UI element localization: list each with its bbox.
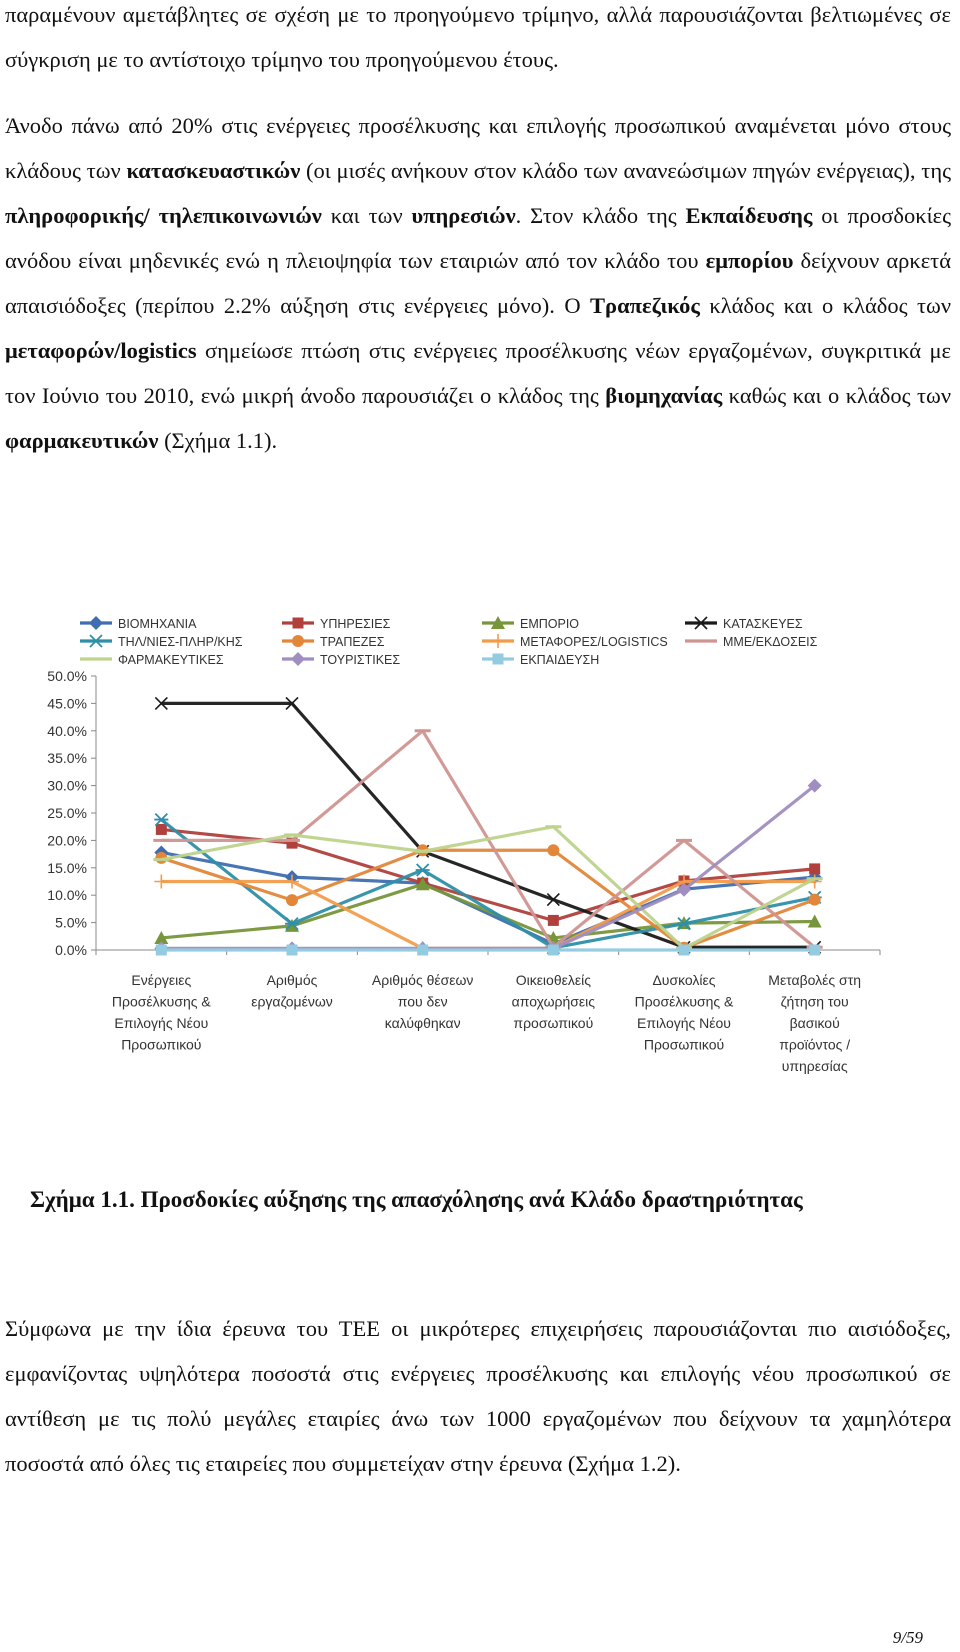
x-tick-label: Προσέλκυσης & xyxy=(634,993,734,1010)
legend-label: ΜΕΤΑΦΟΡΕΣ/LOGISTICS xyxy=(520,635,668,649)
text-run: Άνοδο πάνω από 20% στις ενέργειες προσέλκυσης και επιλογής προσωπικού αναμένεται μόνο στους κλάδους των xyxy=(5,113,951,183)
y-tick-label: 0.0% xyxy=(55,942,87,958)
x-tick-label: καλύφθηκαν xyxy=(384,1015,461,1031)
y-tick-label: 5.0% xyxy=(55,914,87,931)
text-run: καθώς και ο κλάδος των xyxy=(722,383,951,408)
bold-term: κατασκευαστικών xyxy=(126,158,301,183)
text-run: (οι μισές ανήκουν στον κλάδο των ανανεώσιμων πηγών ενέργειας), της xyxy=(300,158,951,183)
legend-marker xyxy=(491,634,505,648)
y-tick-label: 50.0% xyxy=(47,668,87,684)
paragraph-company-size xyxy=(5,1306,951,1486)
data-point xyxy=(547,844,559,856)
y-tick-label: 30.0% xyxy=(47,777,87,794)
text-run: οι προσδοκίες ανόδου είναι μηδενικές ενώ η πλειοψηφία των εταιριών από τον κλάδο του xyxy=(5,203,952,273)
x-tick-label: Αριθμός xyxy=(266,972,318,988)
x-tick-label: Οικειοθελείς xyxy=(515,972,591,988)
x-tick-label: αποχωρήσεις xyxy=(511,993,596,1010)
data-point xyxy=(809,863,820,874)
data-point xyxy=(548,945,559,956)
data-point xyxy=(156,945,167,956)
legend-label: ΥΠΗΡΕΣΙΕΣ xyxy=(320,617,391,631)
data-point xyxy=(156,824,167,835)
text-run: σημείωσε πτώση στις ενέργειες προσέλκυσης νέων εργαζομένων, συγκριτικά με τον Ιούνιο του 2010, ενώ μικρή άνοδο παρουσιάζει ο κλάδος της xyxy=(5,338,951,408)
bold-term: Τραπεζικός xyxy=(590,293,700,318)
text-run: (Σχήμα 1.1). xyxy=(158,428,278,453)
x-tick-label: Προσέλκυσης & xyxy=(111,993,211,1010)
page-number: 9/59 xyxy=(892,1628,923,1647)
y-tick-label: 20.0% xyxy=(47,832,87,849)
x-tick-label: υπηρεσίας xyxy=(781,1058,848,1074)
data-point xyxy=(286,894,298,906)
x-tick-label: Επιλογής Νέου xyxy=(637,1015,731,1031)
data-point xyxy=(154,875,168,889)
y-tick-label: 35.0% xyxy=(47,750,87,767)
y-tick-label: 45.0% xyxy=(47,695,87,712)
y-tick-label: 10.0% xyxy=(47,887,87,904)
legend-label: ΤΗΛ/ΝΙΕΣ-ΠΛΗΡ/ΚΗΣ xyxy=(118,635,243,649)
text-run: και των xyxy=(321,203,412,228)
x-tick-label: Αριθμός θέσεων xyxy=(371,972,474,988)
data-point xyxy=(809,894,821,906)
data-point xyxy=(287,945,298,956)
x-tick-label: Προσωπικού xyxy=(643,1036,725,1053)
text-run: δείχνουν αρκετά απαισιόδοξες (περίπου 2.2% αύξηση στις ενέργειες μόνο). Ο xyxy=(5,248,951,318)
bold-term: πληροφορικής/ τηλεπικοινωνιών xyxy=(5,203,322,228)
legend-label: ΤΟΥΡΙΣΤΙΚΕΣ xyxy=(320,653,401,667)
legend-marker xyxy=(89,616,103,630)
bold-term: Εκπαίδευσης xyxy=(685,203,813,228)
text-run: κλάδος και ο κλάδος των xyxy=(699,293,951,318)
legend-marker xyxy=(293,618,304,629)
legend-label: ΕΚΠΑΙΔΕΥΣΗ xyxy=(520,653,600,667)
data-point xyxy=(548,915,559,926)
x-tick-label: που δεν xyxy=(397,993,448,1010)
data-point xyxy=(679,945,690,956)
x-tick-label: Προσωπικού xyxy=(121,1036,202,1053)
x-tick-label: εργαζομένων xyxy=(251,993,333,1010)
y-tick-label: 15.0% xyxy=(47,859,87,876)
bold-term: φαρμακευτικών xyxy=(5,428,159,453)
legend-label: ΒΙΟΜΗΧΑΝΙΑ xyxy=(118,617,197,631)
legend-label: ΤΡΑΠΕΖΕΣ xyxy=(320,635,385,649)
data-point xyxy=(154,814,168,826)
x-tick-label: Δυσκολίες xyxy=(652,972,716,988)
x-tick-label: προϊόντος / xyxy=(779,1036,851,1053)
data-point xyxy=(416,864,430,876)
legend-marker xyxy=(89,635,103,647)
text-run: παραμένουν αμετάβλητες σε σχέση με το προηγούμενο τρίμηνο, αλλά παρουσιάζονται βελτιωμένες σε σύγκριση με το αντίστοιχο τρίμηνο του προηγούμενου έτους. xyxy=(5,2,951,72)
text-run: . Στον κλάδο της xyxy=(515,203,686,228)
x-tick-label: ζήτηση του xyxy=(780,993,849,1010)
x-tick-label: προσωπικού xyxy=(513,1015,594,1031)
legend-label: ΦΑΡΜΑΚΕΥΤΙΚΕΣ xyxy=(118,653,224,667)
bold-term: μεταφορών/logistics xyxy=(5,338,197,363)
text-run: Σύμφωνα με την ίδια έρευνα του ΤΕΕ οι μικρότερες επιχειρήσεις παρουσιάζονται πιο αισιόδοξες, εμφανίζοντας υψηλότερα ποσοστά στις ενέργειες προσέλκυσης και επιλογής νέου προσωπικού σε αντίθεση με τις πολύ μεγάλες εταιρίες άνω των 1000 εργαζομένων που δείχνουν τα χαμηλότερα ποσοστά από όλες τις εταιρείες που συμμετείχαν στην έρευνα (Σχήμα 1.2). xyxy=(5,1316,951,1476)
y-tick-label: 40.0% xyxy=(47,722,87,739)
legend-label: ΚΑΤΑΣΚΕΥΕΣ xyxy=(723,617,803,631)
legend-marker xyxy=(291,652,305,666)
x-tick-label: Ενέργειες xyxy=(131,972,192,988)
x-tick-label: Μεταβολές στη xyxy=(768,972,862,988)
x-tick-label: Επιλογής Νέου xyxy=(114,1015,209,1031)
data-point xyxy=(417,945,428,956)
legend-marker xyxy=(493,654,504,665)
data-point xyxy=(809,945,820,956)
bold-term: εμπορίου xyxy=(705,248,794,273)
paragraph-sectors xyxy=(5,103,951,463)
legend-label: ΕΜΠΟΡΙΟ xyxy=(520,617,580,631)
bold-term: υπηρεσιών xyxy=(411,203,516,228)
legend-label: ΜΜΕ/ΕΚΔΟΣΕΙΣ xyxy=(723,635,818,649)
x-tick-label: βασικού xyxy=(789,1015,840,1031)
bold-term: βιομηχανίας xyxy=(605,383,723,408)
paragraph-intro xyxy=(5,0,951,82)
legend-marker xyxy=(292,635,304,647)
y-tick-label: 25.0% xyxy=(47,805,87,821)
figure-caption: Σχήμα 1.1. Προσδοκίες αύξησης της απασχόλησης ανά Κλάδο δραστηριότητας xyxy=(30,1187,803,1212)
